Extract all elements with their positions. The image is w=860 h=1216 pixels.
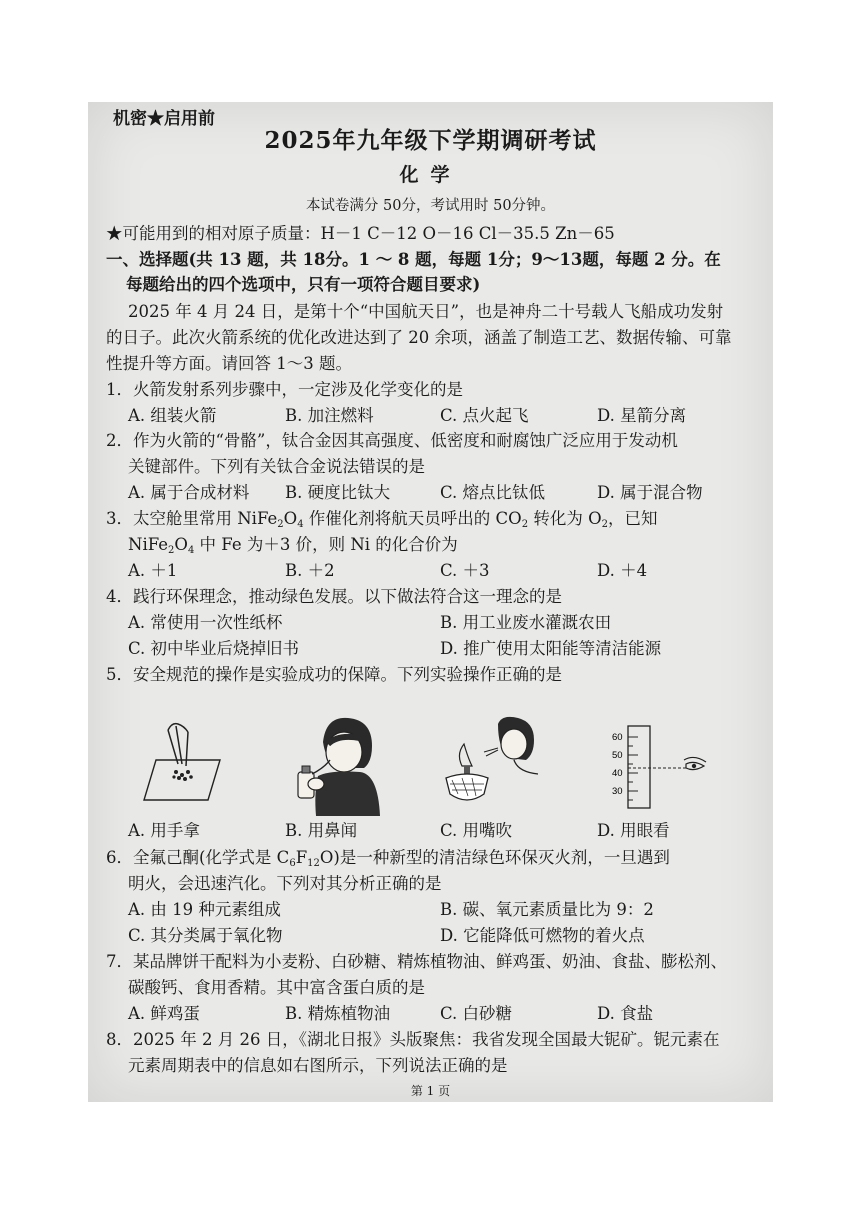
cylinder-reading-illustration — [608, 722, 718, 812]
q4-option-c: C. 初中毕业后烧掉旧书 — [128, 639, 300, 658]
q4-option-a: A. 常使用一次性纸杯 — [128, 613, 283, 632]
exam-title: 2025年九年级下学期调研考试 — [264, 127, 597, 154]
q3-stem-line1: 3．太空舱里常用 $NiFe_2O_4$ 作催化剂将航天员呼出的 $CO_2$ 转化为 $O_2$，已知 — [106, 509, 658, 530]
confidential-label: 机密★启用前 — [113, 109, 215, 129]
q2-stem-line2: 关键部件。下列有关钛合金说法错误的是 — [128, 457, 425, 476]
q7-stem-line1: 7．某品牌饼干配料为小麦粉、白砂糖、精炼植物油、鲜鸡蛋、奶油、食盐、膨松剂、 — [106, 952, 727, 971]
q7-option-b: B. 精炼植物油 — [285, 1004, 391, 1023]
q7-option-a: A. 鲜鸡蛋 — [128, 1004, 200, 1023]
q2-option-b: B. 硬度比钛大 — [285, 483, 391, 502]
q1-option-c: C. 点火起飞 — [440, 406, 529, 425]
scale-label: 50 — [612, 750, 623, 761]
q5-option-c: C. 用嘴吹 — [440, 821, 513, 840]
q6-option-a: A. 由 19 种元素组成 — [128, 900, 281, 919]
q7-option-c: C. 白砂糖 — [440, 1004, 513, 1023]
q5-option-b: B. 用鼻闻 — [285, 821, 358, 840]
section-heading-line2: 每题给出的四个选项中，只有一项符合题目要求) — [126, 275, 481, 294]
q4-stem: 4．践行环保理念，推动绿色发展。以下做法符合这一理念的是 — [106, 587, 562, 606]
q8-stem-line2: 元素周期表中的信息如右图所示，下列说法正确的是 — [128, 1056, 508, 1075]
hand-grab-illustration — [138, 720, 228, 806]
q7-option-d: D. 食盐 — [597, 1004, 654, 1023]
q8-stem-line1: 8．2025 年 2 月 26 日，《湖北日报》头版聚焦：我省发现全国最大铌矿。铌元素在 — [106, 1030, 720, 1049]
blowing-lamp-illustration — [428, 714, 548, 814]
exam-page — [88, 102, 773, 1102]
page-number: 第 1 页 — [410, 1084, 451, 1098]
q6-stem-line2: 明火，会迅速汽化。下列对其分析正确的是 — [128, 874, 442, 893]
q2-option-d: D. 属于混合物 — [597, 483, 703, 502]
q1-option-a: A. 组装火箭 — [128, 406, 217, 425]
q4-option-b: B. 用工业废水灌溉农田 — [440, 613, 612, 632]
scale-label: 60 — [612, 732, 623, 743]
q6-option-c: C. 其分类属于氧化物 — [128, 926, 283, 945]
q3-option-a: A. ＋1 — [128, 561, 178, 580]
q5-option-d: D. 用眼看 — [597, 821, 670, 840]
q6-option-d: D. 它能降低可燃物的着火点 — [440, 926, 645, 945]
q6-option-b: B. 碳、氧元素质量比为 9：2 — [440, 900, 654, 919]
exam-meta: 本试卷满分 50分，考试用时 50分钟。 — [305, 198, 556, 214]
atomic-masses: ★可能用到的相对原子质量：H－1 C－12 O－16 Cl－35.5 Zn－65 — [106, 224, 615, 243]
scale-label: 40 — [612, 768, 623, 779]
q3-option-b: B. ＋2 — [285, 561, 335, 580]
intro-line2: 的日子。此次火箭系统的优化改进达到了 20 余项，涵盖了制造工艺、数据传输、可靠 — [106, 328, 732, 347]
q1-option-b: B. 加注燃料 — [285, 406, 374, 425]
q1-stem: 1．火箭发射系列步骤中，一定涉及化学变化的是 — [106, 380, 463, 399]
intro-line3: 性提升等方面。请回答 1～3 题。 — [106, 354, 352, 373]
section-heading-line1: 一、选择题(共 13 题，共 18分。1 ～ 8 题，每题 1分；9～13题，每题 2 分。在 — [106, 250, 721, 269]
scale-label: 30 — [612, 786, 623, 797]
q5-option-a: A. 用手拿 — [128, 821, 200, 840]
smelling-illustration — [268, 712, 388, 816]
q7-stem-line2: 碳酸钙、食用香精。其中富含蛋白质的是 — [128, 978, 425, 997]
subject-title: 化学 — [399, 164, 462, 186]
q1-option-d: D. 星箭分离 — [597, 406, 687, 425]
q6-stem-line1: 6．全氟己酮(化学式是 $C_6F_{12}O$)是一种新型的清洁绿色环保灭火剂，一旦遇到 — [106, 848, 670, 869]
q2-option-a: A. 属于合成材料 — [128, 483, 250, 502]
q3-option-c: C. ＋3 — [440, 561, 490, 580]
q3-option-d: D. ＋4 — [597, 561, 648, 580]
intro-line1: 2025 年 4 月 24 日，是第十个“中国航天日”，也是神舟二十号载人飞船成功发射 — [128, 302, 724, 321]
q2-stem-line1: 2．作为火箭的“骨骼”，钛合金因其高强度、低密度和耐腐蚀广泛应用于发动机 — [106, 431, 678, 450]
q4-option-d: D. 推广使用太阳能等清洁能源 — [440, 639, 662, 658]
q5-stem: 5．安全规范的操作是实验成功的保障。下列实验操作正确的是 — [106, 665, 562, 684]
q2-option-c: C. 熔点比钛低 — [440, 483, 546, 502]
q3-stem-line2: $NiFe_2O_4$ 中 Fe 为＋3 价，则 Ni 的化合价为 — [128, 535, 458, 556]
